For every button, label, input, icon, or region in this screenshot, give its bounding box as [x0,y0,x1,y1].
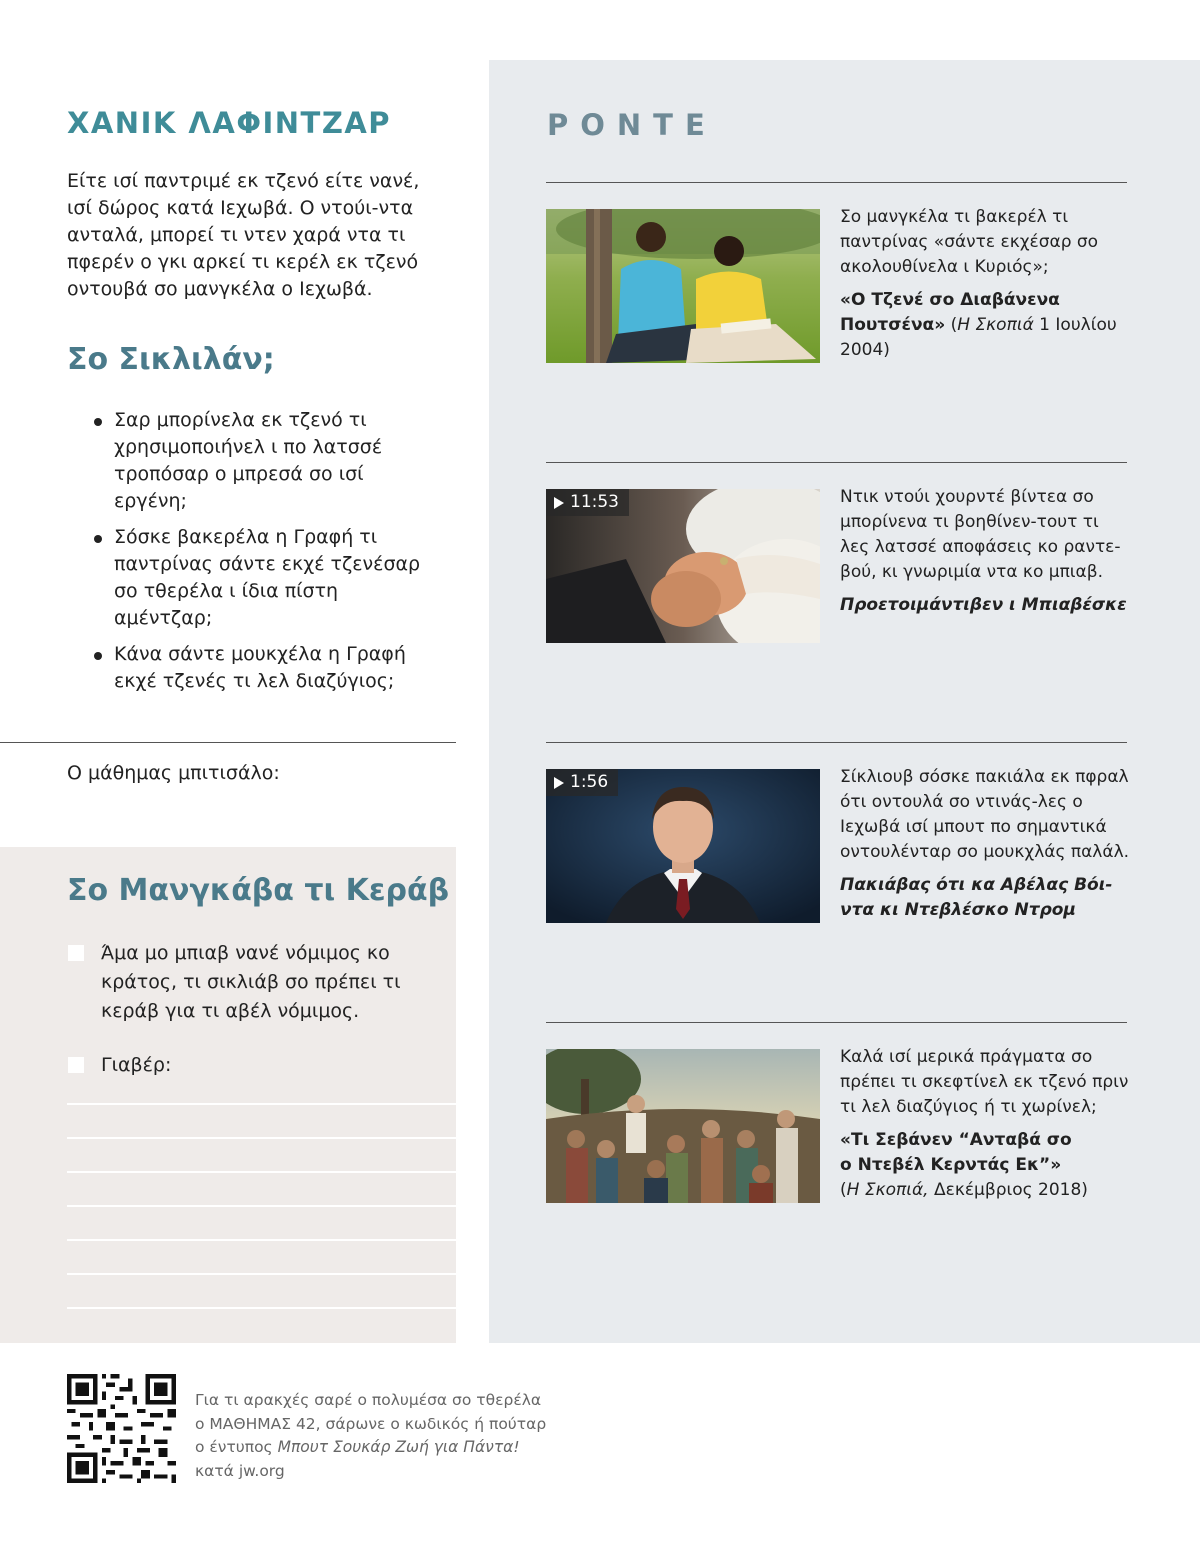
footer-line: ο ΜΑΘΗΜΑΣ 42, σάρωνε ο κωδικός ή πούταρ [195,1414,547,1433]
source-date: Δεκέμβριος 2018) [928,1180,1088,1200]
goal-item-other[interactable] [68,1051,401,1080]
question-list [92,407,432,704]
write-line[interactable] [67,1171,456,1173]
left-column [0,0,456,1343]
question-item: Σαρ μπορίνελα εκ τζενό τι χρησιμοποιήνελ ι πο λατσσέ τροπόσαρ ο μπρεσά σο ισί εργένη; [92,407,432,515]
article-link[interactable] [840,1128,1132,1178]
website-link[interactable]: κατά jw.org [195,1461,285,1480]
goal-text: Γιαβέρ: [101,1054,172,1076]
divider [546,742,1127,743]
goal-checkbox[interactable] [68,945,84,961]
play-icon [554,777,564,789]
footer-line: ο έντυπος [195,1438,278,1456]
goal-checkbox[interactable] [68,1057,84,1073]
goal-box [0,847,456,1343]
resources-panel [489,60,1200,1343]
write-line[interactable] [67,1307,456,1309]
qr-code[interactable] [67,1374,176,1483]
section-title: ΧΑΝΙΚ ΛΑΦΙΝΤΖΑΡ [67,106,392,140]
article-title-line: «Τι Σεβάνεν “Ανταβά σο [840,1130,1072,1150]
crowd-painting-image [546,1049,820,1203]
write-line[interactable] [67,1239,456,1241]
footer-text [195,1389,575,1483]
article-title-line: ο Ντεβέλ Κερντάς Εκ”» [840,1155,1062,1175]
card-description: Σίκλιουβ σόσκε πακιάλα εκ πφραλ ότι οντουλά σο ντινάς-λες ο Ιεχωβά ισί μπουτ πο σημαντικά οντουλένταρ σο μουκχλάς παλάλ. [840,767,1130,862]
card-text [840,485,1132,618]
divider [546,462,1127,463]
video-thumbnail[interactable] [546,769,820,923]
video-duration-badge [546,489,629,516]
duration-text: 11:53 [570,492,619,512]
write-line[interactable] [67,1103,456,1105]
resources-title: ΡΟΝΤΕ [547,108,717,142]
publication-name: Η Σκοπιά, [846,1180,929,1200]
question-item: Σόσκε βακερέλα η Γραφή τι παντρίνας σάντε εκχέ τζενέσαρ σο τθερέλα ι ίδια πίστη αμέντζαρ; [92,524,432,632]
article-thumbnail[interactable] [546,209,820,363]
publication-name: Η Σκοπιά [957,315,1034,335]
intro-paragraph: Είτε ισί παντριμέ εκ τζενό είτε νανέ, ισί δώρος κατά Ιεχωβά. Ο ντούι-ντα ανταλά, μπορεί τι ντεν χαρά ντα τι πφερέν ο γκι αρκεί τι κερέλ εκ τζενό οντουβά σο μανγκέλα ο Ιεχωβά. [67,170,420,300]
question-item: Κάνα σάντε μουκχέλα η Γραφή εκχέ τζενές τι λελ διαζύγιος; [92,641,432,695]
card-description: Καλά ισί μερικά πράγματα σο πρέπει τι σκεφτίνελ εκ τζενό πριν τι λελ διαζύγιος ή τι χωρίνελ; [840,1047,1129,1117]
card-description: Ντικ ντούι χουρντέ βίντεα σο μπορίνενα τι βοηθίνεν-τουτ τι λες λατσσέ αποφάσεις κο ραντεβού, κι γνωριμία ντα κο μπιαβ. [840,487,1121,582]
write-line[interactable] [67,1205,456,1207]
goal-text: Άμα μο μπιαβ νανέ νόμιμος κο κράτος, τι σικλιάβ σο πρέπει τι κεράβ για τι αβέλ νόμιμος. [101,942,401,1022]
write-line[interactable] [67,1273,456,1275]
article-thumbnail[interactable] [546,1049,820,1203]
write-line[interactable] [67,1137,456,1139]
source-text: ( [840,1180,847,1200]
video-thumbnail[interactable] [546,489,820,643]
divider [546,1022,1127,1023]
play-icon [554,497,564,509]
card-description: Σο μανγκέλα τι βακερέλ τι παντρίνας «σάντε εκχέσαρ σο ακολουθίνελα ι Κυριός»; [840,207,1099,277]
couple-reading-image [546,209,820,363]
card-text [840,765,1132,923]
video-duration-badge [546,769,618,796]
lesson-completed-label: Ο μάθημας μπιτισάλο: [67,762,280,784]
video-link[interactable]: Προετοιμάντιβεν ι Μπιαβέσκε [840,595,1127,615]
card-text [840,1045,1132,1203]
discover-title: Σο Σικλιλάν; [67,342,275,377]
source-date: 1 Ιουλίου 2004) [840,315,1117,360]
card-text [840,205,1132,363]
divider [546,182,1127,183]
video-link[interactable]: Πακιάβας ότι κα Αβέλας Βόι-ντα κι Ντεβλέσκο Ντρομ [840,875,1113,920]
book-title: Μπουτ Σουκάρ Ζωή για Πάντα! [277,1438,520,1456]
goal-item[interactable] [68,939,401,1026]
footer-line: Για τι αρακχές σαρέ ο πολυμέσα σο τθερέλα [195,1391,542,1409]
source-text: ( [945,315,958,335]
qr-code-icon [67,1374,176,1483]
goal-title: Σο Μανγκάβα τι Κεράβ [67,873,450,908]
article-link[interactable]: «Ο Τζενέ σο Διαβάνενα Πουτσένα» [840,290,1060,335]
divider [0,742,456,743]
duration-text: 1:56 [570,772,609,792]
